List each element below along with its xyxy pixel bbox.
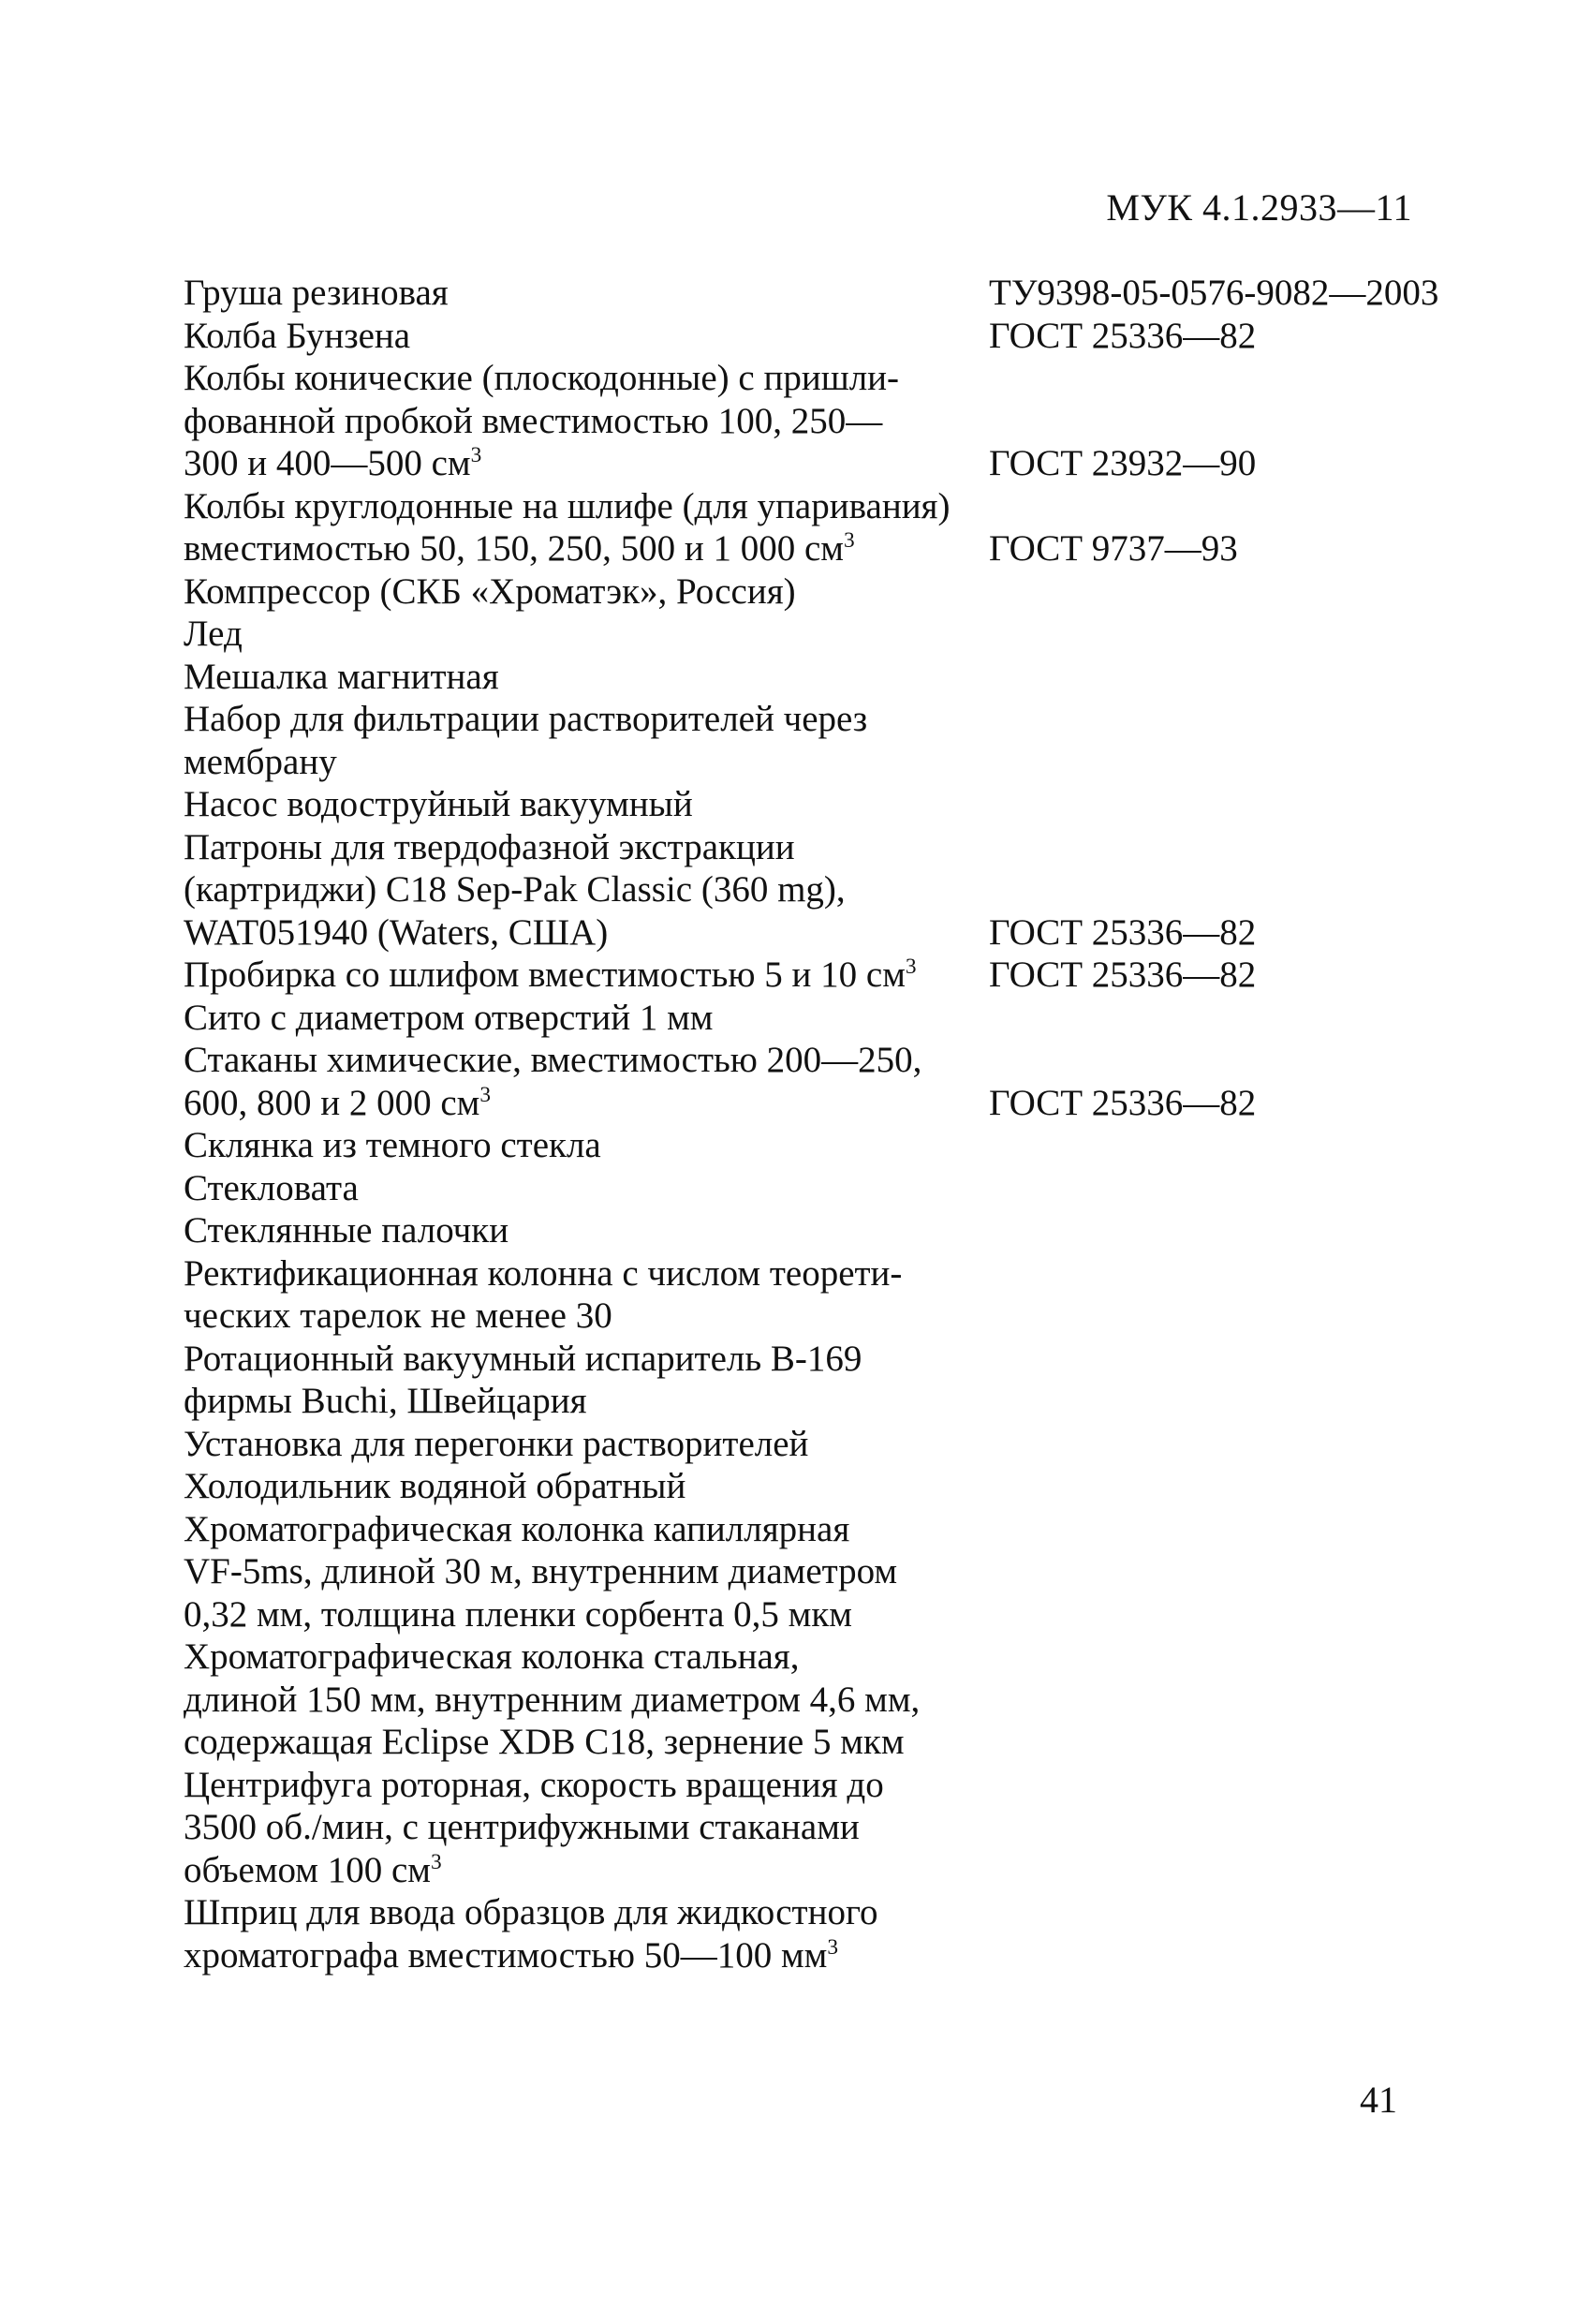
equipment-name-line <box>184 1806 989 1849</box>
standard-code: ГОСТ 25336—82 <box>989 315 1257 356</box>
equipment-name-text: Хроматографическая колонка капиллярная <box>184 1508 850 1549</box>
equipment-name-text: Набор для фильтрации растворителей через <box>184 699 868 739</box>
equipment-name <box>184 997 989 1040</box>
equipment-name <box>184 315 989 358</box>
equipment-name-line <box>184 400 989 443</box>
equipment-name-line <box>184 783 989 826</box>
equipment-name-text: объемом 100 см <box>184 1849 431 1890</box>
standard-reference <box>989 656 1495 699</box>
equipment-name <box>184 783 989 826</box>
equipment-name-line <box>184 1934 989 1977</box>
equipment-name <box>184 1338 989 1423</box>
standard-code: ТУ9398-05-0576-9082—2003 <box>989 273 1439 313</box>
standard-reference <box>989 1891 1495 1976</box>
equipment-name-text: Патроны для твердофазной экстракции <box>184 826 795 867</box>
equipment-row <box>184 1338 1495 1423</box>
equipment-name-text: Лед <box>184 614 243 654</box>
equipment-row <box>184 954 1495 997</box>
equipment-name-text: Сито с диаметром отверстий 1 мм <box>184 997 714 1038</box>
equipment-name-line <box>184 868 989 911</box>
equipment-name-text: (картриджи) C18 Sep-Pak Classic (360 mg), <box>184 869 846 910</box>
equipment-name <box>184 1891 989 1976</box>
equipment-name-text: WAT051940 (Waters, США) <box>184 911 609 953</box>
equipment-name-text: Колбы конические (плоскодонные) с пришли- <box>184 358 900 398</box>
equipment-name-text: фирмы Buchi, Швейцария <box>184 1381 587 1421</box>
equipment-name-line <box>184 570 989 614</box>
equipment-row <box>184 1124 1495 1167</box>
equipment-name-line <box>184 656 989 699</box>
equipment-name-line <box>184 1721 989 1764</box>
standard-reference <box>989 485 1495 570</box>
equipment-name-text: Стаканы химические, вместимостью 200—250, <box>184 1040 922 1080</box>
equipment-name-text: Мешалка магнитная <box>184 656 499 697</box>
equipment-name-line <box>184 1209 989 1252</box>
equipment-row <box>184 1465 1495 1508</box>
equipment-name-line <box>184 1338 989 1381</box>
equipment-name-line <box>184 1082 989 1125</box>
standard-reference <box>989 1508 1495 1636</box>
equipment-name <box>184 1124 989 1167</box>
equipment-name-text: ческих тарелок не менее 30 <box>184 1295 612 1336</box>
equipment-name-line <box>184 911 989 955</box>
equipment-row <box>184 1209 1495 1252</box>
equipment-name-line <box>184 1849 989 1892</box>
equipment-name-text: Ректификационная колонна с числом теорети- <box>184 1252 903 1294</box>
equipment-row <box>184 698 1495 783</box>
equipment-name-text: Груша резиновая <box>184 273 449 313</box>
equipment-name-text: Стеклянные палочки <box>184 1210 509 1251</box>
equipment-row <box>184 656 1495 699</box>
equipment-row <box>184 1508 1495 1636</box>
equipment-name-text: Хроматографическая колонка стальная, <box>184 1636 800 1677</box>
standard-reference <box>989 1636 1495 1764</box>
unit-exponent: 3 <box>479 1082 492 1107</box>
equipment-name-text: Колбы круглодонные на шлифе (для упаривания) <box>184 485 951 526</box>
equipment-name-line <box>184 1593 989 1636</box>
equipment-name-line <box>184 1423 989 1466</box>
equipment-name-line <box>184 741 989 784</box>
equipment-name-text: Установка для перегонки растворителей <box>184 1423 809 1464</box>
unit-exponent: 3 <box>827 1934 839 1960</box>
equipment-name-line <box>184 1679 989 1722</box>
equipment-name <box>184 1508 989 1636</box>
equipment-name <box>184 698 989 783</box>
equipment-name <box>184 1252 989 1338</box>
equipment-name-text: вместимостью 50, 150, 250, 500 и 1 000 см <box>184 528 844 569</box>
equipment-name-text: 300 и 400—500 см <box>184 443 471 483</box>
equipment-name <box>184 357 989 485</box>
standard-code: ГОСТ 25336—82 <box>989 1082 1257 1123</box>
document-code: МУК 4.1.2933—11 <box>1106 186 1412 229</box>
unit-exponent: 3 <box>430 1849 442 1874</box>
standard-reference <box>989 613 1495 656</box>
standard-code: ГОСТ 9737—93 <box>989 528 1238 569</box>
standard-reference <box>989 698 1495 783</box>
equipment-name <box>184 1465 989 1508</box>
equipment-row <box>184 783 1495 826</box>
equipment-name-line <box>184 1380 989 1423</box>
equipment-row <box>184 1167 1495 1210</box>
equipment-name-text: 600, 800 и 2 000 см <box>184 1082 480 1123</box>
standard-reference <box>989 1124 1495 1167</box>
standard-reference <box>989 357 1495 485</box>
equipment-name-line <box>184 613 989 656</box>
equipment-name-line <box>184 357 989 400</box>
standard-reference <box>989 1338 1495 1423</box>
equipment-row <box>184 1891 1495 1976</box>
equipment-name-text: Пробирка со шлифом вместимостью 5 и 10 см <box>184 955 906 995</box>
standard-code: ГОСТ 23932—90 <box>989 443 1257 483</box>
equipment-name-text: мембрану <box>184 741 337 782</box>
standard-code: ГОСТ 25336—82 <box>989 955 1257 995</box>
standard-reference <box>989 1167 1495 1210</box>
equipment-name-text: Склянка из темного стекла <box>184 1125 601 1165</box>
standard-code: ГОСТ 25336—82 <box>989 911 1257 953</box>
equipment-name-text: VF-5ms, длиной 30 м, внутренним диаметром <box>184 1551 898 1591</box>
equipment-name-text: хроматографа вместимостью 50—100 мм <box>184 1934 828 1976</box>
standard-reference <box>989 1252 1495 1338</box>
equipment-name-line <box>184 698 989 741</box>
equipment-name-line <box>184 1295 989 1338</box>
equipment-name <box>184 1636 989 1764</box>
equipment-name-line <box>184 1167 989 1210</box>
equipment-name-line <box>184 1508 989 1551</box>
equipment-name-line <box>184 442 989 485</box>
equipment-name-line <box>184 1039 989 1082</box>
equipment-name-text: Шприц для ввода образцов для жидкостного <box>184 1892 878 1932</box>
unit-exponent: 3 <box>470 442 482 467</box>
equipment-row <box>184 570 1495 614</box>
equipment-name <box>184 1209 989 1252</box>
equipment-row <box>184 997 1495 1040</box>
equipment-row <box>184 1764 1495 1892</box>
unit-exponent: 3 <box>843 527 855 553</box>
equipment-name-line <box>184 826 989 869</box>
equipment-name <box>184 485 989 570</box>
equipment-row <box>184 272 1495 315</box>
standard-reference <box>989 997 1495 1040</box>
unit-exponent: 3 <box>905 954 917 979</box>
page-number: 41 <box>1360 2079 1397 2121</box>
standard-reference <box>989 954 1495 997</box>
standard-reference <box>989 1423 1495 1466</box>
equipment-name-line <box>184 1764 989 1807</box>
standard-reference <box>989 1209 1495 1252</box>
standard-reference <box>989 1764 1495 1892</box>
equipment-row <box>184 1252 1495 1338</box>
standard-reference <box>989 826 1495 955</box>
equipment-row <box>184 485 1495 570</box>
equipment-name-line <box>184 1252 989 1295</box>
equipment-name <box>184 570 989 614</box>
equipment-name <box>184 826 989 955</box>
equipment-row <box>184 357 1495 485</box>
standard-reference <box>989 1039 1495 1124</box>
equipment-name-text: Центрифуга роторная, скорость вращения до <box>184 1764 884 1805</box>
equipment-name-line <box>184 315 989 358</box>
equipment-name <box>184 1039 989 1124</box>
equipment-name-line <box>184 1465 989 1508</box>
standard-reference <box>989 315 1495 358</box>
standard-reference <box>989 1465 1495 1508</box>
equipment-name-line <box>184 954 989 997</box>
equipment-name <box>184 613 989 656</box>
equipment-name-line <box>184 1124 989 1167</box>
equipment-name-line <box>184 1891 989 1934</box>
equipment-name-text: Стекловата <box>184 1167 359 1208</box>
equipment-name-text: Насос водоструйный вакуумный <box>184 784 693 824</box>
standard-reference <box>989 570 1495 614</box>
equipment-list <box>184 272 1495 1976</box>
equipment-name-line <box>184 485 989 528</box>
equipment-row <box>184 1423 1495 1466</box>
equipment-name <box>184 1764 989 1892</box>
equipment-name-text: 3500 об./мин, с центрифужными стаканами <box>184 1807 860 1847</box>
equipment-name-text: содержащая Eclipse XDB C18, зернение 5 мкм <box>184 1722 905 1762</box>
equipment-name-line <box>184 527 989 570</box>
equipment-row <box>184 1636 1495 1764</box>
equipment-name-text: Колба Бунзена <box>184 315 411 356</box>
equipment-row <box>184 613 1495 656</box>
equipment-name <box>184 954 989 997</box>
standard-reference <box>989 272 1495 315</box>
equipment-name <box>184 1423 989 1466</box>
equipment-row <box>184 1039 1495 1124</box>
equipment-name <box>184 272 989 315</box>
equipment-name-line <box>184 272 989 315</box>
equipment-name <box>184 1167 989 1210</box>
equipment-row <box>184 826 1495 955</box>
equipment-name-text: фованной пробкой вместимостью 100, 250— <box>184 400 883 441</box>
equipment-name <box>184 656 989 699</box>
equipment-name-text: длиной 150 мм, внутренним диаметром 4,6 мм, <box>184 1679 921 1720</box>
equipment-row <box>184 315 1495 358</box>
equipment-name-text: 0,32 мм, толщина пленки сорбента 0,5 мкм <box>184 1593 852 1635</box>
equipment-name-text: Ротационный вакуумный испаритель B-169 <box>184 1338 862 1379</box>
equipment-name-line <box>184 1550 989 1593</box>
equipment-name-text: Компрессор (СКБ «Хроматэк», Россия) <box>184 570 796 612</box>
equipment-name-line <box>184 997 989 1040</box>
equipment-name-text: Холодильник водяной обратный <box>184 1466 686 1506</box>
equipment-name-line <box>184 1636 989 1679</box>
standard-reference <box>989 783 1495 826</box>
